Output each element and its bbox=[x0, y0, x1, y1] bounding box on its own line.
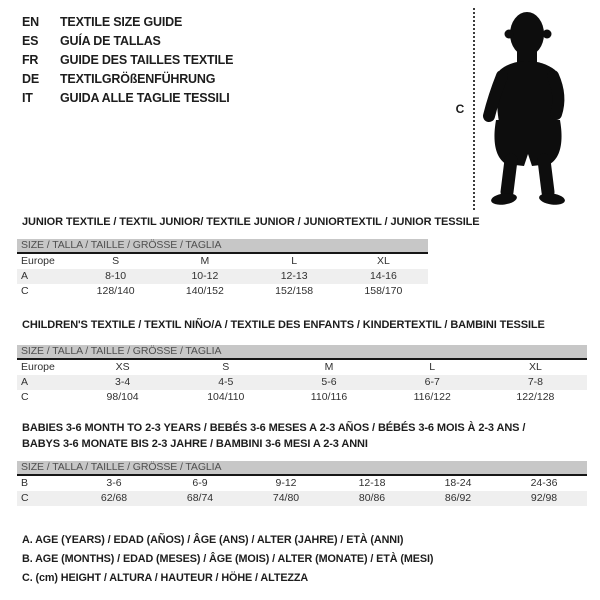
table-cell: M bbox=[324, 361, 334, 373]
table-cell: 128/140 bbox=[96, 285, 135, 297]
lang-row-fr bbox=[22, 51, 233, 70]
lang-code: DE bbox=[22, 72, 39, 86]
table-cell: 10-12 bbox=[191, 270, 219, 282]
row-label: A bbox=[21, 270, 29, 282]
table-cell: 24-36 bbox=[530, 477, 558, 489]
table-cell: 3-6 bbox=[106, 477, 122, 489]
table-row-europe bbox=[17, 254, 428, 269]
table-cell: 110/116 bbox=[310, 391, 348, 403]
table-cell: 3-4 bbox=[115, 376, 131, 388]
table-cell: 4-5 bbox=[218, 376, 234, 388]
size-header-bar: SIZE / TALLA / TAILLE / GRÖSSE / TAGLIA bbox=[17, 345, 587, 360]
row-label: C bbox=[21, 391, 29, 403]
table-cell: 8-10 bbox=[105, 270, 127, 282]
height-measure-label: C bbox=[455, 102, 465, 116]
language-title-list bbox=[22, 13, 233, 108]
lang-title: GUÍA DE TALLAS bbox=[60, 34, 161, 48]
table-cell: 86/92 bbox=[444, 492, 472, 504]
table-cell: S bbox=[222, 361, 230, 373]
table-cell: 80/86 bbox=[358, 492, 386, 504]
table-cell: XL bbox=[528, 361, 542, 373]
table-cell: 158/170 bbox=[364, 285, 403, 297]
table-cell: 152/158 bbox=[275, 285, 314, 297]
table-row-europe bbox=[17, 360, 587, 375]
table-cell: 140/152 bbox=[185, 285, 224, 297]
table-cell: 6-7 bbox=[424, 376, 440, 388]
row-label: B bbox=[21, 477, 29, 489]
note-a: A. AGE (YEARS) / EDAD (AÑOS) / ÂGE (ANS) / ALTER (JAHRE) / ETÀ (ANNI) bbox=[22, 534, 404, 546]
table-cell: XS bbox=[115, 361, 130, 373]
lang-title: GUIDA ALLE TAGLIE TESSILI bbox=[60, 91, 230, 105]
lang-code: FR bbox=[22, 53, 39, 67]
size-header-bar: SIZE / TALLA / TAILLE / GRÖSSE / TAGLIA bbox=[17, 239, 428, 254]
height-measure-dotted-line bbox=[473, 8, 475, 210]
table-cell: 18-24 bbox=[444, 477, 472, 489]
table-cell: 7-8 bbox=[527, 376, 543, 388]
lang-row-de bbox=[22, 70, 233, 89]
table-row-age bbox=[17, 269, 428, 284]
lang-code: IT bbox=[22, 91, 33, 105]
row-label: C bbox=[21, 492, 29, 504]
table-cell: 62/68 bbox=[100, 492, 128, 504]
table-row-height bbox=[17, 284, 428, 299]
table-cell: 5-6 bbox=[321, 376, 337, 388]
table-row-height bbox=[17, 390, 587, 405]
junior-size-table bbox=[17, 239, 428, 299]
junior-section-title: JUNIOR TEXTILE / TEXTIL JUNIOR/ TEXTILE JUNIOR / JUNIORTEXTIL / JUNIOR TESSILE bbox=[22, 216, 480, 228]
table-row-age bbox=[17, 375, 587, 390]
babies-title-line2: BABYS 3-6 MONATE BIS 2-3 JAHRE / BAMBINI 3-6 MESI A 2-3 ANNI bbox=[22, 438, 368, 450]
legend-notes bbox=[22, 531, 433, 589]
lang-title: TEXTILE SIZE GUIDE bbox=[60, 15, 183, 29]
row-label: A bbox=[21, 376, 29, 388]
lang-row-es bbox=[22, 32, 233, 51]
lang-row-en bbox=[22, 13, 233, 32]
lang-code: ES bbox=[22, 34, 39, 48]
table-cell: L bbox=[429, 361, 436, 373]
table-cell: 14-16 bbox=[369, 270, 397, 282]
row-label: C bbox=[21, 285, 29, 297]
table-cell: XL bbox=[376, 255, 390, 267]
note-c: C. (cm) HEIGHT / ALTURA / HAUTEUR / HÖHE / ALTEZZA bbox=[22, 572, 309, 585]
children-size-table bbox=[17, 345, 587, 405]
children-section-title: CHILDREN'S TEXTILE / TEXTIL NIÑO/A / TEXTILE DES ENFANTS / KINDERTEXTIL / BAMBINI TESSILE bbox=[22, 319, 545, 331]
table-cell: 92/98 bbox=[530, 492, 558, 504]
lang-title: TEXTILGRÖßENFÜHRUNG bbox=[60, 72, 216, 86]
table-cell: 9-12 bbox=[275, 477, 297, 489]
table-cell: 104/110 bbox=[207, 391, 245, 403]
lang-row-it bbox=[22, 89, 233, 108]
table-cell: 12-13 bbox=[280, 270, 308, 282]
lang-code: EN bbox=[22, 15, 39, 29]
table-cell: 122/128 bbox=[516, 391, 555, 403]
table-row-months bbox=[17, 476, 587, 491]
table-cell: 74/80 bbox=[272, 492, 300, 504]
table-cell: M bbox=[200, 255, 210, 267]
table-cell: 6-9 bbox=[192, 477, 208, 489]
babies-section-title bbox=[22, 420, 525, 452]
babies-size-table bbox=[17, 461, 587, 506]
table-cell: 12-18 bbox=[358, 477, 386, 489]
table-cell: 68/74 bbox=[186, 492, 214, 504]
row-label: Europe bbox=[21, 255, 55, 267]
note-b: B. AGE (MONTHS) / EDAD (MESES) / ÂGE (MOIS) / ALTER (MONATE) / ETÀ (MESI) bbox=[22, 553, 434, 566]
babies-title-line1: BABIES 3-6 MONTH TO 2-3 YEARS / BEBÉS 3-6 MESES A 2-3 AÑOS / BÉBÉS 3-6 MOIS À 2-3 ANS / bbox=[22, 422, 526, 434]
row-label: Europe bbox=[21, 361, 55, 373]
table-cell: 116/122 bbox=[413, 391, 451, 403]
table-cell: S bbox=[112, 255, 120, 267]
table-cell: 98/104 bbox=[106, 391, 139, 403]
toddler-silhouette-icon bbox=[480, 8, 584, 210]
lang-title: GUIDE DES TAILLES TEXTILE bbox=[60, 53, 234, 67]
table-row-height bbox=[17, 491, 587, 506]
size-header-bar: SIZE / TALLA / TAILLE / GRÖSSE / TAGLIA bbox=[17, 461, 587, 476]
table-cell: L bbox=[291, 255, 298, 267]
